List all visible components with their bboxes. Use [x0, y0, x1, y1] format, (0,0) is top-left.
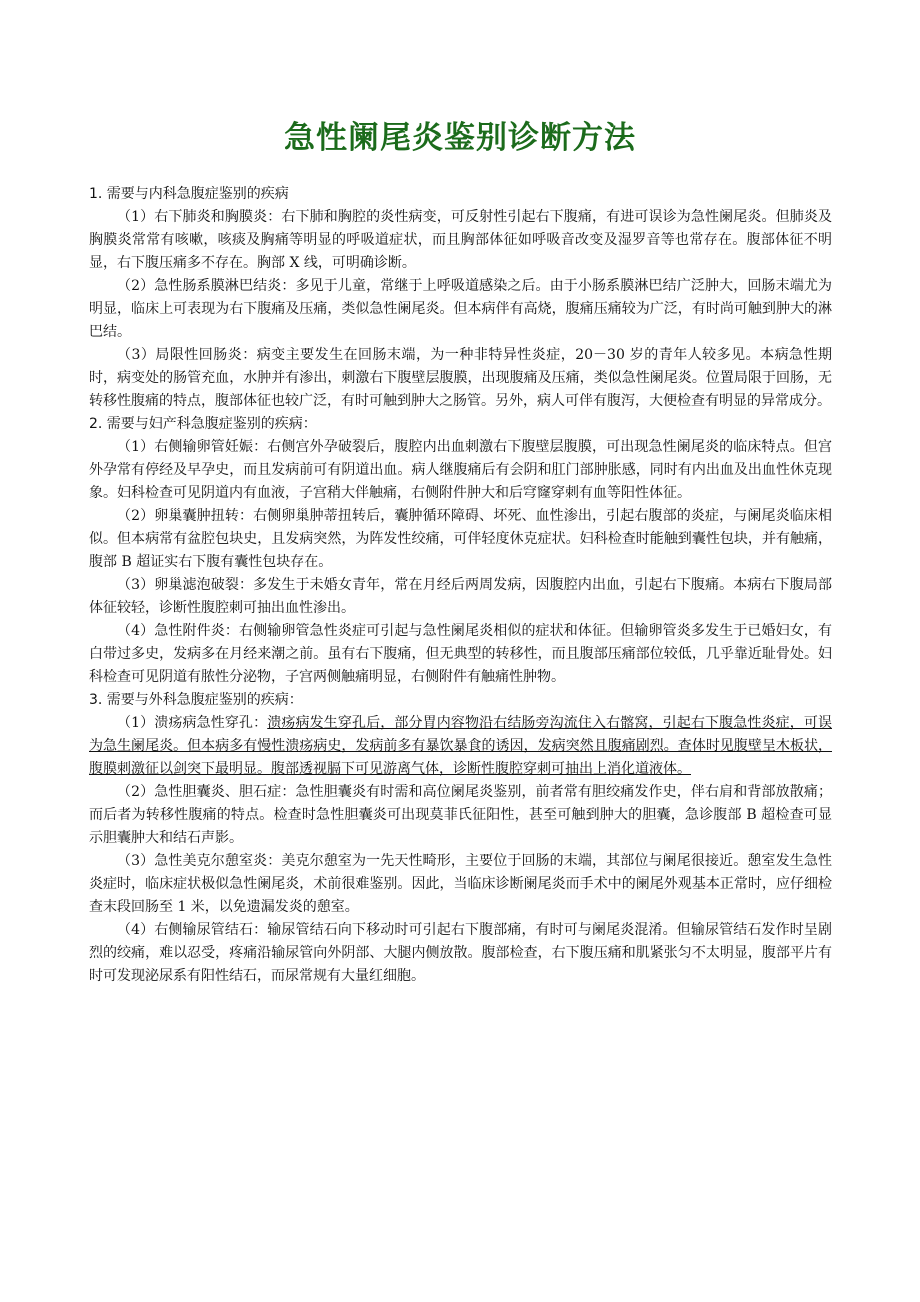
section-heading-1: 1. 需要与内科急腹症鉴别的疾病: [89, 186, 289, 202]
paragraph-3-3: （3）急性美克尔憩室炎：美克尔憩室为一先天性畸形，主要位于回肠的末端，其部位与阑尾很接近。憩室发生急性炎症时，临床症状极似急性阑尾炎，术前很难鉴别。因此，当临床诊断阑尾炎而手术中的阑尾外观基本正常时，应仔细检查末段回肠至 1 米，以免遗漏发炎的憩室。: [89, 853, 832, 915]
paragraph-1-2: （2）急性肠系膜淋巴结炎：多见于儿童，常继于上呼吸道感染之后。由于小肠系膜淋巴结广泛肿大，回肠末端尤为明显，临床上可表现为右下腹痛及压痛，类似急性阑尾炎。但本病伴有高烧，腹痛压痛较为广泛，有时尚可触到肿大的淋巴结。: [89, 278, 832, 340]
section-heading-2: 2. 需要与妇产科急腹症鉴别的疾病：: [89, 416, 317, 432]
paragraph-3-1-prefix: （1）溃疡病急性穿孔：: [117, 715, 268, 731]
document-title: 急性阑尾炎鉴别诊断方法: [284, 120, 636, 156]
paragraph-3-1-underlined-text: 溃疡病发生穿孔后，部分胃内容物沿右结肠旁沟流住入右髂窝，引起右下腹急性炎症，可误为急生阑尾炎。但本病多有慢性溃疡病史，发病前多有暴饮暴食的诱因，发病突然且腹痛剧烈。查体时见腹壁呈木板状，腹膜刺激征以剑突下最明显。腹部透视膈下可见游离气体，诊断性腹腔穿刺可抽出上消化道液体。: [89, 715, 832, 777]
paragraph-1-1: （1）右下肺炎和胸膜炎：右下肺和胸腔的炎性病变，可反射性引起右下腹痛，有进可误诊为急性阑尾炎。但肺炎及胸膜炎常常有咳嗽，咳痰及胸痛等明显的呼吸道症状，而且胸部体征如呼吸音改变及湿罗音等也常存在。腹部体征不明显，右下腹压痛多不存在。胸部 X 线，可明确诊断。: [89, 209, 832, 271]
document-body: [89, 183, 832, 988]
paragraph-3-4: （4）右侧输尿管结石：输尿管结石向下移动时可引起右下腹部痛，有时可与阑尾炎混淆。但输尿管结石发作时呈剧烈的绞痛，难以忍受，疼痛沿输尿管向外阴部、大腿内侧放散。腹部检查，右下腹压痛和肌紧张匀不太明显，腹部平片有时可发现泌尿系有阳性结石，而尿常规有大量红细胞。: [89, 922, 832, 984]
paragraph-2-3: （3）卵巢滤泡破裂：多发生于未婚女青年，常在月经后两周发病，因腹腔内出血，引起右下腹痛。本病右下腹局部体征较轻，诊断性腹腔刺可抽出血性渗出。: [89, 577, 832, 616]
paragraph-2-2: （2）卵巢囊肿扭转：右侧卵巢肿蒂扭转后，囊肿循环障碍、坏死、血性渗出，引起右腹部的炎症，与阑尾炎临床相似。但本病常有盆腔包块史，且发病突然，为阵发性绞痛，可伴轻度休克症状。妇科检查时能触到囊性包块，并有触痛，腹部 B 超证实右下腹有囊性包块存在。: [89, 508, 832, 570]
section-heading-3: 3. 需要与外科急腹症鉴别的疾病：: [89, 692, 303, 708]
paragraph-1-3: （3）局限性回肠炎：病变主要发生在回肠末端，为一种非特异性炎症，20－30 岁的青年人较多见。本病急性期时，病变处的肠管充血，水肿并有渗出，刺激右下腹壁层腹膜，出现腹痛及压痛，类似急性阑尾炎。位置局限于回肠，无转移性腹痛的特点，腹部体征也较广泛，有时可触到肿大之肠管。另外，病人可伴有腹泻，大便检查有明显的异常成分。: [89, 347, 832, 409]
paragraph-3-2: （2）急性胆囊炎、胆石症：急性胆囊炎有时需和高位阑尾炎鉴别，前者常有胆绞痛发作史，伴右肩和背部放散痛；而后者为转移性腹痛的特点。检查时急性胆囊炎可出现莫菲氏征阳性，甚至可触到肿大的胆囊，急诊腹部 B 超检查可显示胆囊肿大和结石声影。: [89, 784, 832, 846]
paragraph-3-1: [89, 712, 832, 781]
paragraph-2-4: （4）急性附件炎：右侧输卵管急性炎症可引起与急性阑尾炎相似的症状和体征。但输卵管炎多发生于已婚妇女，有白带过多史，发病多在月经来潮之前。虽有右下腹痛，但无典型的转移性，而且腹部压痛部位较低，几乎靠近耻骨处。妇科检查可见阴道有脓性分泌物，子宫两侧触痛明显，右侧附件有触痛性肿物。: [89, 623, 832, 685]
paragraph-2-1: （1）右侧输卵管妊娠：右侧宫外孕破裂后，腹腔内出血刺激右下腹壁层腹膜，可出现急性阑尾炎的临床特点。但宫外孕常有停经及早孕史，而且发病前可有阴道出血。病人继腹痛后有会阴和肛门部肿胀感，同时有内出血及出血性休克现象。妇科检查可见阴道内有血液，子宫稍大伴触痛，右侧附件肿大和后穹窿穿刺有血等阳性体征。: [89, 439, 832, 501]
